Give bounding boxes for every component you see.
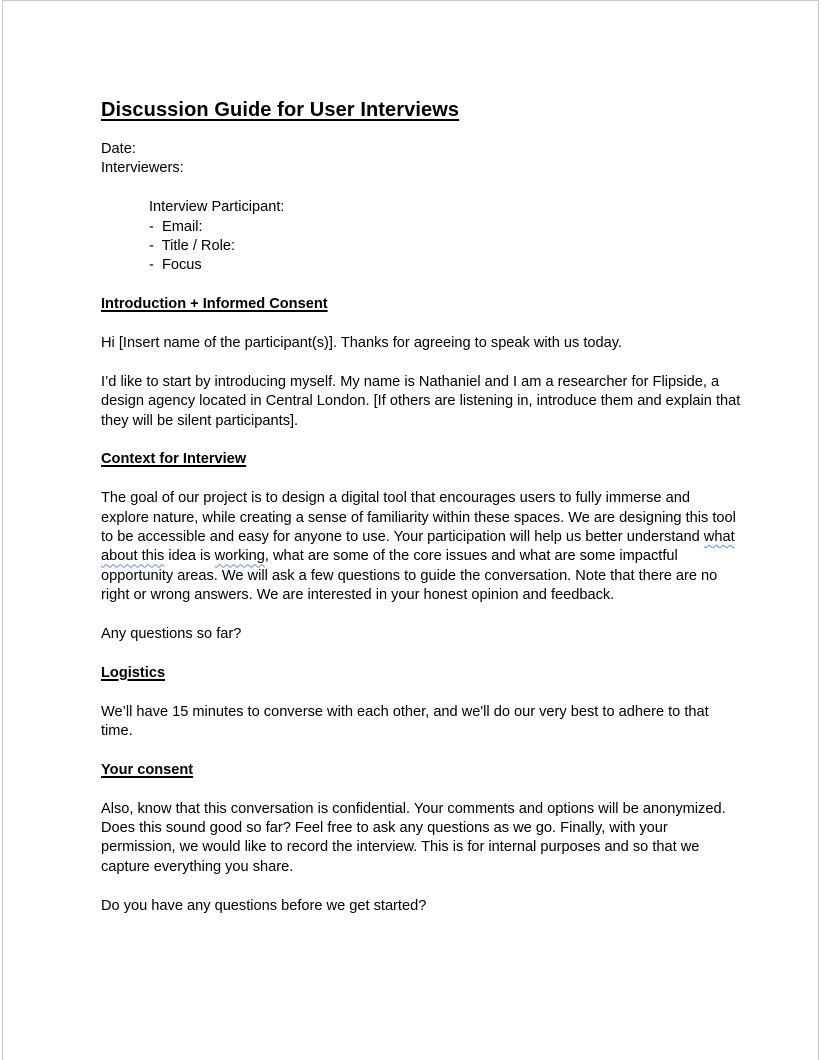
consent-questions-paragraph: Do you have any questions before we get started? xyxy=(101,897,427,914)
document-body[interactable] xyxy=(101,97,741,916)
context-paragraph: The goal of our project is to design a digital tool that encourages users to fully immerse and explore nature, while creating a sense of familiarity within these spaces. We are designing this tool to be accessible and easy for anyone to use. Your participation will help us better understand what about this idea is working, what are some of the core issues and what are some impactful opportunity areas. We will ask a few questions to guide the conversation. Note that there are no right or wrong answers. We are interested in your honest opinion and feedback. xyxy=(101,490,736,604)
logistics-paragraph: We’ll have 15 minutes to converse with each other, and we'll do our very best to adhere to that time. xyxy=(101,703,709,740)
interviewers-field-label: Interviewers: xyxy=(101,160,184,177)
intro-self-paragraph: I’d like to start by introducing myself. My name is Nathaniel and I am a researcher for Flipside, a design agency located in Central London. [If others are listening in, introduce them and explain that they will be silent participants]. xyxy=(101,373,741,429)
document-title: Discussion Guide for User Interviews xyxy=(101,99,460,121)
bullet-dash: - xyxy=(149,218,154,235)
section-heading-logistics: Logistics xyxy=(101,664,166,681)
document-page xyxy=(2,0,819,1060)
context-questions-paragraph: Any questions so far? xyxy=(101,626,242,643)
spellcheck-flag[interactable]: what about this xyxy=(101,529,735,565)
section-heading-context: Context for Interview xyxy=(101,451,247,468)
section-heading-consent: Your consent xyxy=(101,761,194,778)
consent-paragraph: Also, know that this conversation is confidential. Your comments and options will be anonymized. Does this sound good so far? Feel free to ask any questions as we go. Finally, with your permission, we would like to record the interview. This is for internal purposes and so that we capture everything you share. xyxy=(101,800,726,875)
participant-block xyxy=(101,198,741,276)
participant-item-title-role: - Title / Role: xyxy=(149,238,235,255)
participant-item-focus: - Focus xyxy=(149,257,202,274)
bullet-dash: - xyxy=(149,238,154,255)
intro-greeting-paragraph: Hi [Insert name of the participant(s)]. Thanks for agreeing to speak with us today. xyxy=(101,335,623,352)
section-heading-intro: Introduction + Informed Consent xyxy=(101,296,328,313)
bullet-dash: - xyxy=(149,257,154,274)
participant-item-email: - Email: xyxy=(149,218,203,235)
date-field-label: Date: xyxy=(101,141,136,157)
participant-label: Interview Participant: xyxy=(149,199,285,216)
spellcheck-flag[interactable]: working xyxy=(214,548,265,565)
